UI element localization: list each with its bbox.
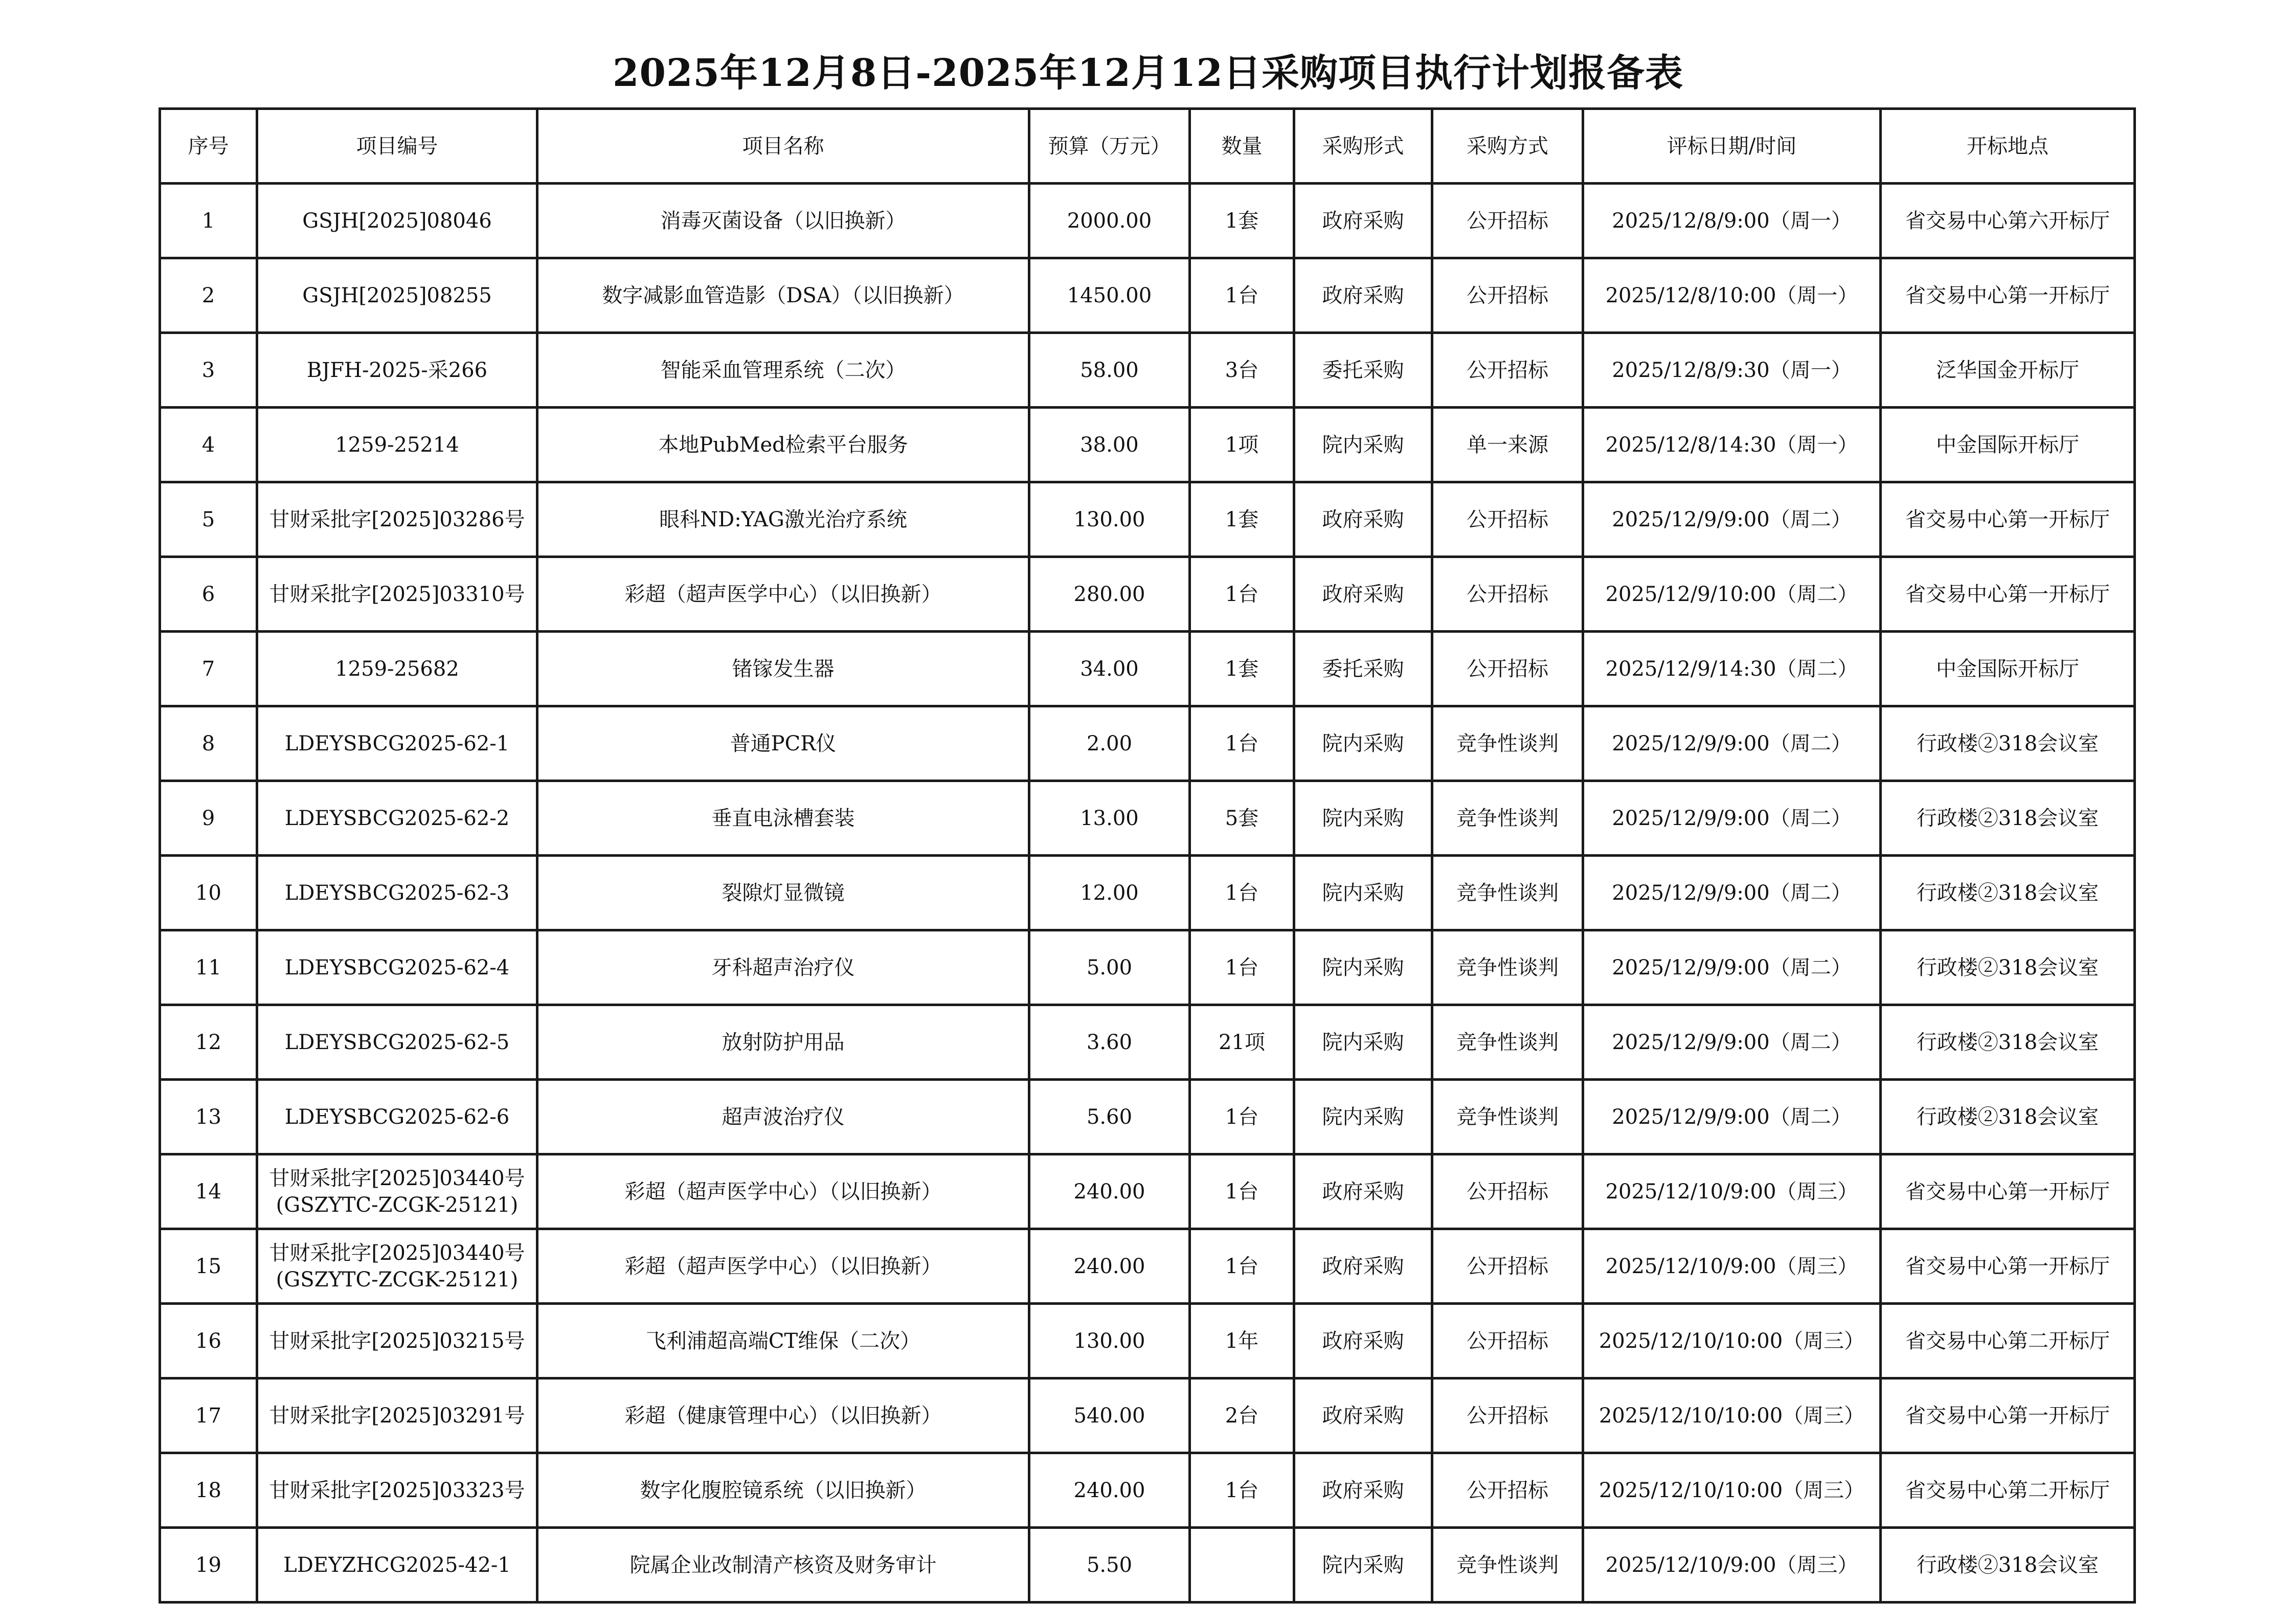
table-row xyxy=(160,1005,2135,1080)
cell-budget: 130.00 xyxy=(1029,1304,1190,1378)
cell-datetime: 2025/12/9/9:00（周二） xyxy=(1583,1005,1881,1080)
cell-method: 公开招标 xyxy=(1432,1229,1583,1304)
table-row xyxy=(160,1304,2135,1378)
cell-qty: 1台 xyxy=(1190,1229,1294,1304)
cell-code: 甘财采批字[2025]03323号 xyxy=(257,1453,537,1528)
cell-venue: 省交易中心第一开标厅 xyxy=(1881,482,2135,557)
cell-code: LDEYSBCG2025-62-4 xyxy=(257,930,537,1005)
cell-no: 2 xyxy=(160,258,257,333)
cell-method: 公开招标 xyxy=(1432,333,1583,408)
cell-budget: 130.00 xyxy=(1029,482,1190,557)
cell-no: 16 xyxy=(160,1304,257,1378)
cell-name: 垂直电泳槽套装 xyxy=(537,781,1029,856)
cell-datetime: 2025/12/9/9:00（周二） xyxy=(1583,1080,1881,1154)
cell-name: 飞利浦超高端CT维保（二次） xyxy=(537,1304,1029,1378)
cell-form: 政府采购 xyxy=(1294,258,1432,333)
cell-qty: 21项 xyxy=(1190,1005,1294,1080)
cell-code: BJFH-2025-采266 xyxy=(257,333,537,408)
cell-budget: 38.00 xyxy=(1029,408,1190,482)
cell-budget: 2000.00 xyxy=(1029,184,1190,258)
cell-budget: 5.50 xyxy=(1029,1528,1190,1603)
cell-name: 锗镓发生器 xyxy=(537,632,1029,706)
cell-venue: 行政楼②318会议室 xyxy=(1881,1080,2135,1154)
cell-code xyxy=(257,1154,537,1229)
cell-name: 彩超（超声医学中心）（以旧换新） xyxy=(537,1229,1029,1304)
cell-name: 牙科超声治疗仪 xyxy=(537,930,1029,1005)
cell-datetime: 2025/12/10/10:00（周三） xyxy=(1583,1378,1881,1453)
cell-form: 委托采购 xyxy=(1294,632,1432,706)
column-header-code: 项目编号 xyxy=(257,109,537,184)
table-row xyxy=(160,557,2135,632)
cell-venue: 省交易中心第一开标厅 xyxy=(1881,258,2135,333)
cell-venue: 行政楼②318会议室 xyxy=(1881,781,2135,856)
cell-method: 公开招标 xyxy=(1432,632,1583,706)
cell-code: 甘财采批字[2025]03286号 xyxy=(257,482,537,557)
cell-qty: 1台 xyxy=(1190,1453,1294,1528)
column-header-no: 序号 xyxy=(160,109,257,184)
cell-method: 竞争性谈判 xyxy=(1432,1005,1583,1080)
cell-qty: 1台 xyxy=(1190,557,1294,632)
cell-budget: 5.60 xyxy=(1029,1080,1190,1154)
cell-code-subline: (GSZYTC-ZCGK-25121) xyxy=(276,1193,519,1217)
table-row xyxy=(160,1528,2135,1603)
cell-form: 院内采购 xyxy=(1294,930,1432,1005)
cell-method: 竞争性谈判 xyxy=(1432,781,1583,856)
cell-no: 4 xyxy=(160,408,257,482)
cell-budget: 1450.00 xyxy=(1029,258,1190,333)
cell-form: 委托采购 xyxy=(1294,333,1432,408)
cell-code: GSJH[2025]08046 xyxy=(257,184,537,258)
cell-no: 6 xyxy=(160,557,257,632)
cell-budget: 5.00 xyxy=(1029,930,1190,1005)
cell-name: 彩超（超声医学中心）（以旧换新） xyxy=(537,557,1029,632)
cell-venue: 省交易中心第一开标厅 xyxy=(1881,1229,2135,1304)
cell-form: 院内采购 xyxy=(1294,1005,1432,1080)
procurement-plan-table xyxy=(159,107,2136,1604)
cell-no: 14 xyxy=(160,1154,257,1229)
cell-datetime: 2025/12/9/9:00（周二） xyxy=(1583,856,1881,930)
cell-datetime: 2025/12/9/9:00（周二） xyxy=(1583,482,1881,557)
cell-qty: 1台 xyxy=(1190,1154,1294,1229)
cell-code: LDEYSBCG2025-62-1 xyxy=(257,706,537,781)
table-row xyxy=(160,258,2135,333)
column-header-form: 采购形式 xyxy=(1294,109,1432,184)
cell-venue: 省交易中心第一开标厅 xyxy=(1881,1378,2135,1453)
cell-code: LDEYSBCG2025-62-6 xyxy=(257,1080,537,1154)
cell-name: 数字化腹腔镜系统（以旧换新） xyxy=(537,1453,1029,1528)
cell-qty: 1台 xyxy=(1190,856,1294,930)
cell-form: 政府采购 xyxy=(1294,184,1432,258)
column-header-venue: 开标地点 xyxy=(1881,109,2135,184)
cell-datetime: 2025/12/9/9:00（周二） xyxy=(1583,930,1881,1005)
table-row xyxy=(160,1453,2135,1528)
column-header-qty: 数量 xyxy=(1190,109,1294,184)
cell-venue: 行政楼②318会议室 xyxy=(1881,856,2135,930)
cell-no: 18 xyxy=(160,1453,257,1528)
cell-form: 政府采购 xyxy=(1294,1229,1432,1304)
cell-datetime: 2025/12/9/9:00（周二） xyxy=(1583,781,1881,856)
table-row xyxy=(160,482,2135,557)
cell-code: GSJH[2025]08255 xyxy=(257,258,537,333)
cell-datetime: 2025/12/9/14:30（周二） xyxy=(1583,632,1881,706)
cell-datetime: 2025/12/10/9:00（周三） xyxy=(1583,1528,1881,1603)
cell-method: 竞争性谈判 xyxy=(1432,856,1583,930)
table-row xyxy=(160,408,2135,482)
cell-method: 公开招标 xyxy=(1432,184,1583,258)
cell-venue: 省交易中心第一开标厅 xyxy=(1881,1154,2135,1229)
table-row xyxy=(160,1080,2135,1154)
cell-venue: 行政楼②318会议室 xyxy=(1881,1528,2135,1603)
cell-name: 彩超（健康管理中心）（以旧换新） xyxy=(537,1378,1029,1453)
cell-method: 公开招标 xyxy=(1432,1378,1583,1453)
cell-budget: 34.00 xyxy=(1029,632,1190,706)
cell-venue: 省交易中心第一开标厅 xyxy=(1881,557,2135,632)
table-row xyxy=(160,781,2135,856)
cell-budget: 240.00 xyxy=(1029,1154,1190,1229)
cell-datetime: 2025/12/8/14:30（周一） xyxy=(1583,408,1881,482)
column-header-datetime: 评标日期/时间 xyxy=(1583,109,1881,184)
cell-budget: 240.00 xyxy=(1029,1229,1190,1304)
cell-no: 3 xyxy=(160,333,257,408)
column-header-method: 采购方式 xyxy=(1432,109,1583,184)
cell-code: LDEYZHCG2025-42-1 xyxy=(257,1528,537,1603)
cell-qty xyxy=(1190,1528,1294,1603)
table-row xyxy=(160,856,2135,930)
page-title: 2025年12月8日-2025年12月12日采购项目执行计划报备表 xyxy=(612,51,1684,95)
cell-budget: 58.00 xyxy=(1029,333,1190,408)
table-row xyxy=(160,333,2135,408)
cell-no: 8 xyxy=(160,706,257,781)
cell-qty: 1台 xyxy=(1190,1080,1294,1154)
cell-method: 竞争性谈判 xyxy=(1432,930,1583,1005)
cell-no: 7 xyxy=(160,632,257,706)
cell-code: LDEYSBCG2025-62-2 xyxy=(257,781,537,856)
cell-name: 裂隙灯显微镜 xyxy=(537,856,1029,930)
cell-qty: 1台 xyxy=(1190,930,1294,1005)
cell-name: 眼科ND:YAG激光治疗系统 xyxy=(537,482,1029,557)
table-row xyxy=(160,1229,2135,1304)
cell-venue: 中金国际开标厅 xyxy=(1881,632,2135,706)
cell-form: 院内采购 xyxy=(1294,408,1432,482)
cell-form: 政府采购 xyxy=(1294,1378,1432,1453)
cell-datetime: 2025/12/9/9:00（周二） xyxy=(1583,706,1881,781)
cell-name: 彩超（超声医学中心）（以旧换新） xyxy=(537,1154,1029,1229)
cell-code: 甘财采批字[2025]03215号 xyxy=(257,1304,537,1378)
cell-no: 13 xyxy=(160,1080,257,1154)
cell-qty: 1台 xyxy=(1190,706,1294,781)
cell-form: 院内采购 xyxy=(1294,856,1432,930)
cell-form: 院内采购 xyxy=(1294,1080,1432,1154)
cell-venue: 省交易中心第六开标厅 xyxy=(1881,184,2135,258)
cell-budget: 540.00 xyxy=(1029,1378,1190,1453)
cell-form: 院内采购 xyxy=(1294,1528,1432,1603)
cell-method: 公开招标 xyxy=(1432,1453,1583,1528)
cell-qty: 1套 xyxy=(1190,632,1294,706)
cell-datetime: 2025/12/10/9:00（周三） xyxy=(1583,1229,1881,1304)
cell-method: 公开招标 xyxy=(1432,1304,1583,1378)
cell-venue: 行政楼②318会议室 xyxy=(1881,1005,2135,1080)
cell-qty: 5套 xyxy=(1190,781,1294,856)
cell-no: 1 xyxy=(160,184,257,258)
cell-form: 政府采购 xyxy=(1294,1304,1432,1378)
cell-no: 19 xyxy=(160,1528,257,1603)
cell-venue: 省交易中心第二开标厅 xyxy=(1881,1304,2135,1378)
cell-no: 15 xyxy=(160,1229,257,1304)
cell-no: 12 xyxy=(160,1005,257,1080)
cell-method: 单一来源 xyxy=(1432,408,1583,482)
cell-datetime: 2025/12/10/9:00（周三） xyxy=(1583,1154,1881,1229)
cell-no: 10 xyxy=(160,856,257,930)
column-header-name: 项目名称 xyxy=(537,109,1029,184)
table-row xyxy=(160,930,2135,1005)
cell-method: 公开招标 xyxy=(1432,258,1583,333)
cell-code: 1259-25214 xyxy=(257,408,537,482)
cell-form: 院内采购 xyxy=(1294,706,1432,781)
cell-datetime: 2025/12/9/10:00（周二） xyxy=(1583,557,1881,632)
cell-qty: 1台 xyxy=(1190,258,1294,333)
cell-qty: 3台 xyxy=(1190,333,1294,408)
table-row xyxy=(160,1154,2135,1229)
cell-qty: 1年 xyxy=(1190,1304,1294,1378)
cell-qty: 2台 xyxy=(1190,1378,1294,1453)
table-body xyxy=(160,184,2135,1603)
cell-no: 17 xyxy=(160,1378,257,1453)
cell-name: 超声波治疗仪 xyxy=(537,1080,1029,1154)
cell-code-subline: (GSZYTC-ZCGK-25121) xyxy=(276,1267,519,1292)
table-row xyxy=(160,1378,2135,1453)
cell-no: 5 xyxy=(160,482,257,557)
cell-datetime: 2025/12/8/9:00（周一） xyxy=(1583,184,1881,258)
cell-no: 11 xyxy=(160,930,257,1005)
table-row xyxy=(160,706,2135,781)
cell-budget: 13.00 xyxy=(1029,781,1190,856)
cell-name: 院属企业改制清产核资及财务审计 xyxy=(537,1528,1029,1603)
cell-budget: 280.00 xyxy=(1029,557,1190,632)
cell-no: 9 xyxy=(160,781,257,856)
cell-form: 政府采购 xyxy=(1294,482,1432,557)
table-row xyxy=(160,184,2135,258)
cell-name: 普通PCR仪 xyxy=(537,706,1029,781)
cell-budget: 12.00 xyxy=(1029,856,1190,930)
cell-code: 甘财采批字[2025]03310号 xyxy=(257,557,537,632)
column-header-budget: 预算（万元） xyxy=(1029,109,1190,184)
cell-qty: 1套 xyxy=(1190,184,1294,258)
cell-name: 消毒灭菌设备（以旧换新） xyxy=(537,184,1029,258)
cell-name: 放射防护用品 xyxy=(537,1005,1029,1080)
cell-code xyxy=(257,1229,537,1304)
cell-method: 竞争性谈判 xyxy=(1432,1528,1583,1603)
cell-code: 甘财采批字[2025]03291号 xyxy=(257,1378,537,1453)
cell-method: 竞争性谈判 xyxy=(1432,706,1583,781)
cell-method: 竞争性谈判 xyxy=(1432,1080,1583,1154)
cell-code-line: 甘财采批字[2025]03440号 xyxy=(269,1241,525,1265)
cell-code: LDEYSBCG2025-62-3 xyxy=(257,856,537,930)
cell-method: 公开招标 xyxy=(1432,1154,1583,1229)
cell-code: LDEYSBCG2025-62-5 xyxy=(257,1005,537,1080)
cell-qty: 1套 xyxy=(1190,482,1294,557)
cell-venue: 中金国际开标厅 xyxy=(1881,408,2135,482)
cell-name: 智能采血管理系统（二次） xyxy=(537,333,1029,408)
cell-form: 政府采购 xyxy=(1294,1154,1432,1229)
cell-datetime: 2025/12/8/10:00（周一） xyxy=(1583,258,1881,333)
cell-qty: 1项 xyxy=(1190,408,1294,482)
table-row xyxy=(160,632,2135,706)
cell-datetime: 2025/12/10/10:00（周三） xyxy=(1583,1304,1881,1378)
cell-form: 政府采购 xyxy=(1294,1453,1432,1528)
cell-name: 数字减影血管造影（DSA）（以旧换新） xyxy=(537,258,1029,333)
cell-venue: 行政楼②318会议室 xyxy=(1881,930,2135,1005)
cell-name: 本地PubMed检索平台服务 xyxy=(537,408,1029,482)
cell-method: 公开招标 xyxy=(1432,482,1583,557)
cell-venue: 行政楼②318会议室 xyxy=(1881,706,2135,781)
cell-datetime: 2025/12/8/9:30（周一） xyxy=(1583,333,1881,408)
cell-form: 政府采购 xyxy=(1294,557,1432,632)
cell-code: 1259-25682 xyxy=(257,632,537,706)
header-row xyxy=(160,109,2135,184)
cell-form: 院内采购 xyxy=(1294,781,1432,856)
cell-code-line: 甘财采批字[2025]03440号 xyxy=(269,1166,525,1190)
cell-budget: 3.60 xyxy=(1029,1005,1190,1080)
cell-venue: 泛华国金开标厅 xyxy=(1881,333,2135,408)
cell-budget: 240.00 xyxy=(1029,1453,1190,1528)
cell-venue: 省交易中心第二开标厅 xyxy=(1881,1453,2135,1528)
cell-datetime: 2025/12/10/10:00（周三） xyxy=(1583,1453,1881,1528)
cell-method: 公开招标 xyxy=(1432,557,1583,632)
cell-budget: 2.00 xyxy=(1029,706,1190,781)
